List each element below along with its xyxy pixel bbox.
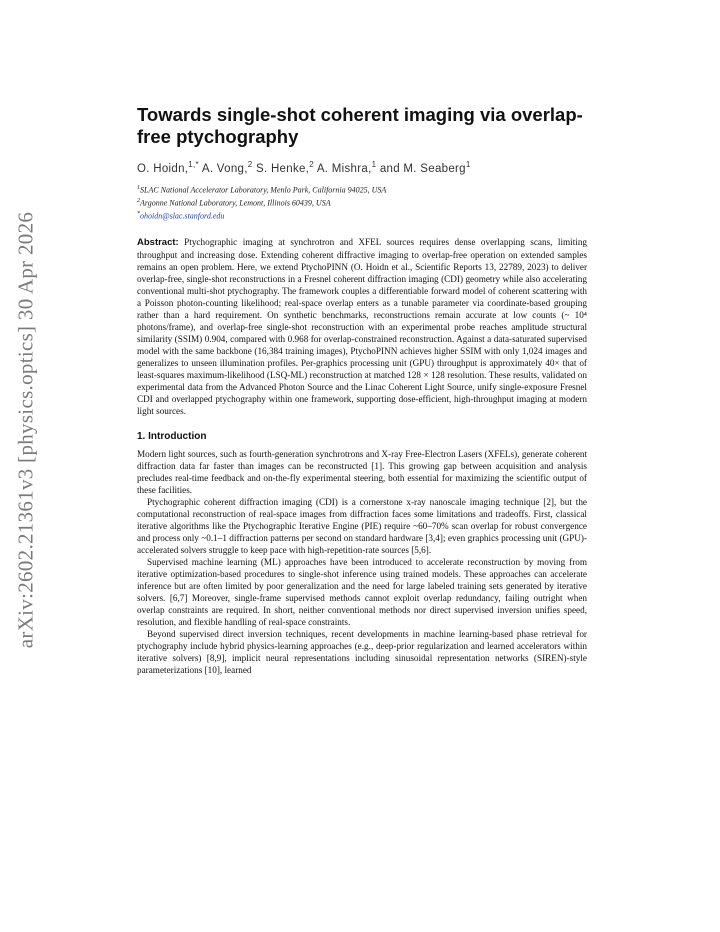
- affiliation-text: SLAC National Accelerator Laboratory, Menlo Park, California 94025, USA: [140, 185, 387, 195]
- author: A. Vong,: [201, 162, 248, 175]
- paragraph: Supervised machine learning (ML) approaches have been introduced to accelerate reconstruction by moving from iterative optimization-based procedures to single-shot inference using trained models. These approaches can accelerate inference but are often limited by poor generalization and the need for large labeled training sets generated by iterative solvers. [6,7] Moreover, single-frame supervised methods cannot exploit overlap redundancy, failing outright when overlap constraints are required. In short, neither conventional methods nor direct supervised inversion unifies speed, resolution, and flexible handling of real-space constraints.: [137, 557, 587, 628]
- abstract-label: Abstract:: [137, 237, 179, 249]
- paragraph: Ptychographic coherent diffraction imaging (CDI) is a cornerstone x-ray nanoscale imaging technique [2], but the computational reconstruction of real-space images from diffraction faces some limitations and tradeoffs. First, classical iterative algorithms like the Ptychographic Iterative Engine (PIE) require ~60–70% scan overlap for robust convergence and process only ~0.1–1 diffraction patterns per second on standard hardware [3,4]; even graphics processing unit (GPU)-accelerated solvers struggle to keep pace with high-repetition-rate sources [5,6].: [137, 497, 587, 556]
- author: S. Henke,: [255, 162, 310, 175]
- author-list: [137, 160, 587, 175]
- author-sup: 1,*: [188, 160, 199, 169]
- email-link[interactable]: ohoidn@slac.stanford.edu: [140, 211, 225, 221]
- corresponding-email: [137, 209, 587, 222]
- author: O. Hoidn,: [137, 162, 189, 175]
- affiliation-2: [137, 196, 587, 209]
- author: and M. Seaberg: [379, 162, 466, 175]
- email-sup: *: [137, 211, 140, 218]
- paper-page: [137, 104, 587, 676]
- paper-title: Towards single-shot coherent imaging via overlap-free ptychography: [137, 104, 583, 147]
- author-sup: 2: [309, 160, 314, 169]
- paragraph: Modern light sources, such as fourth-generation synchrotrons and X-ray Free-Electron Lasers (XFELs), generate coherent diffraction data far faster than images can be reconstructed [1]. This growing gap between acquisition and analysis precludes real-time feedback and on-the-fly experimental steering, both essential for maximizing the scientific output of these facilities.: [137, 449, 587, 496]
- section-heading: 1. Introduction: [137, 431, 207, 443]
- affiliation-1: [137, 183, 587, 196]
- author-sup: 1: [465, 160, 471, 169]
- arxiv-stamp: [6, 170, 46, 690]
- paragraph: Beyond supervised direct inversion techniques, recent developments in machine learning-based phase retrieval for ptychography include hybrid physics-learning approaches (e.g., deep-prior regularization and learned accelerators within iterative solvers) [8,9], implicit neural representations including sinusoidal representation networks (SIREN)-style parameterizations [10], learned: [137, 629, 587, 676]
- affiliation-sup: 1: [137, 184, 140, 191]
- abstract-text: Ptychographic imaging at synchrotron and XFEL sources requires dense overlapping scans, limiting throughput and increasing dose. Extending coherent diffractive imaging to overlap-free operation on extended samples remains an open problem. Here, we extend PtychoPINN (O. Hoidn et al., Scientific Reports 13, 22789, 2023) to deliver overlap-free, single-shot reconstructions in a Fresnel coherent diffraction imaging (CDI) geometry while also accelerating conventional multi-shot ptychography. The framework couples a differentiable forward model of coherent scattering with a Poisson photon-counting likelihood; real-space overlap enters as a tunable parameter via coordinate-based grouping rather than a hard requirement. On synthetic benchmarks, reconstructions remain accurate at low counts (~ 10⁴ photons/frame), and overlap-free single-shot reconstruction with an experimental probe reaches amplitude structural similarity (SSIM) 0.904, compared with 0.968 for overlap-constrained reconstruction. Against a data-saturated supervised model with the same backbone (16,384 training images), PtychoPINN achieves higher SSIM with only 1,024 images and generalizes to unseen illumination profiles. Per-graphics processing unit (GPU) throughput is approximately 40× that of least-squares maximum-likelihood (LSQ-ML) reconstruction at matched 128 × 128 resolution. These results, validated on experimental data from the Advanced Photon Source and the Linac Coherent Light Source, unify single-exposure Fresnel CDI and overlapped ptychography within one framework, supporting dose-efficient, high-throughput imaging at modern light sources.: [137, 237, 588, 417]
- affiliation-text: Argonne National Laboratory, Lemont, Illinois 60439, USA: [140, 198, 331, 208]
- abstract: [137, 236, 587, 417]
- affiliation-sup: 2: [137, 197, 140, 204]
- arxiv-stamp-text: arXiv:2602.21361v3 [physics.optics] 30 Apr 2026: [13, 211, 38, 649]
- author-sup: 2: [247, 160, 253, 169]
- author: A. Mishra,: [316, 162, 372, 175]
- author-sup: 1: [371, 160, 377, 169]
